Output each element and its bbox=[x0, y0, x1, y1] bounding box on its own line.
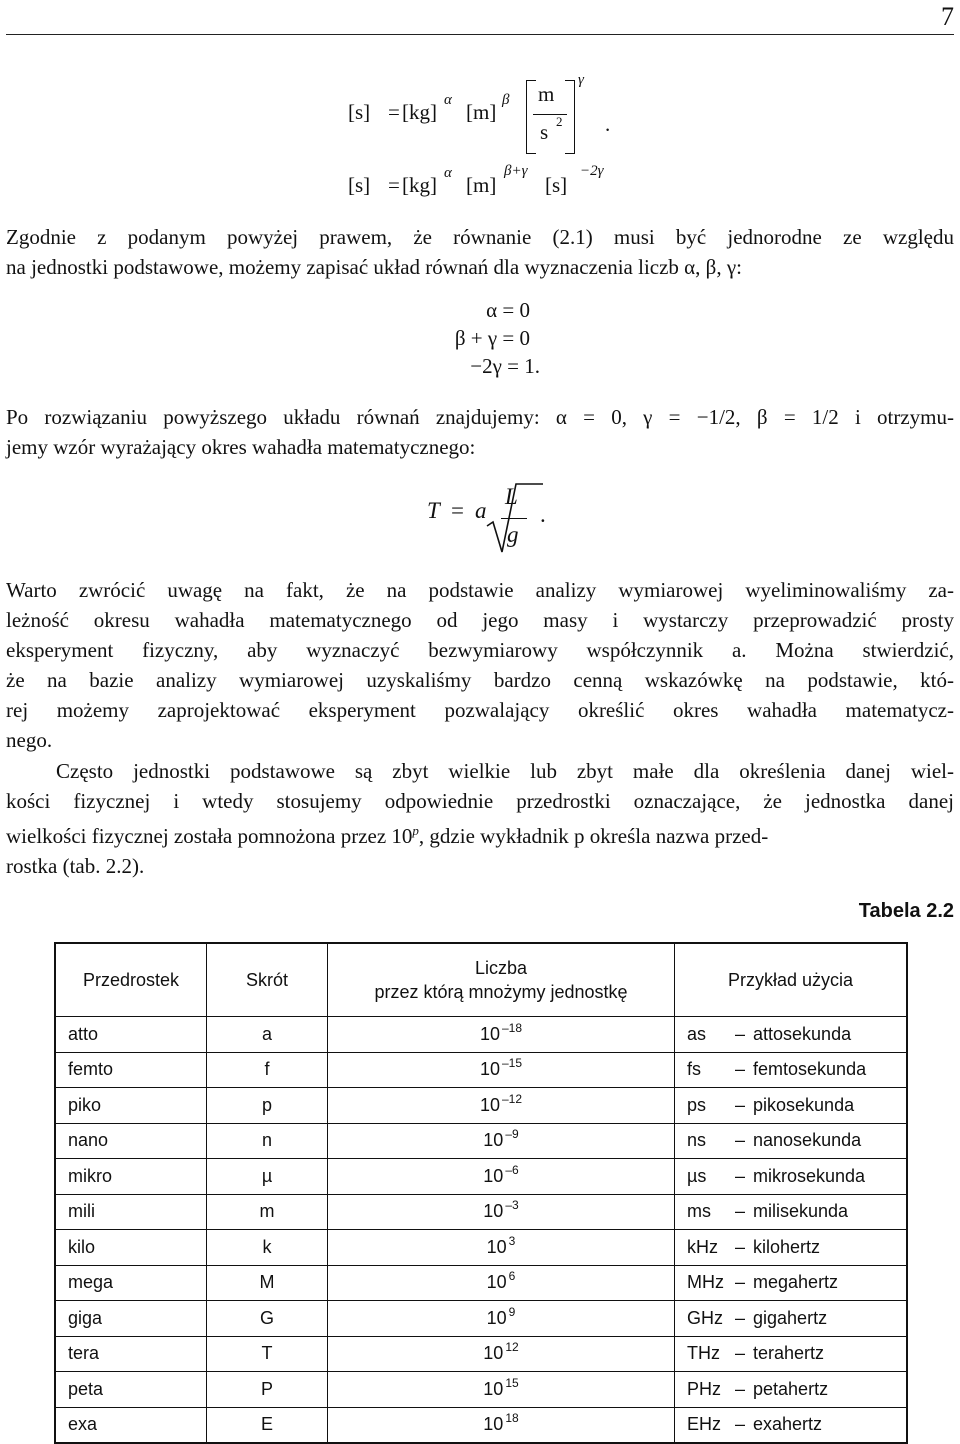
cell-multiplier bbox=[328, 1194, 675, 1230]
multiplier-base: 10 bbox=[479, 1023, 500, 1044]
cell-abbreviation: p bbox=[207, 1088, 328, 1124]
eq1-dot: . bbox=[605, 112, 611, 136]
multiplier-exponent: –15 bbox=[502, 1056, 523, 1071]
example-unit: THz bbox=[687, 1343, 720, 1364]
table-row bbox=[55, 1265, 907, 1301]
multiplier-base: 10 bbox=[483, 1165, 504, 1186]
multiplier-base: 10 bbox=[483, 1130, 504, 1151]
multiplier-exponent: –6 bbox=[505, 1162, 519, 1177]
cell-abbreviation: n bbox=[207, 1123, 328, 1159]
example-unit: µs bbox=[687, 1165, 707, 1186]
header-abbreviation: Skrót bbox=[207, 943, 328, 1017]
cell-multiplier bbox=[328, 1017, 675, 1053]
formula-equals: = bbox=[451, 498, 464, 523]
cell-prefix: nano bbox=[55, 1123, 207, 1159]
paragraph-2 bbox=[6, 402, 954, 462]
eq1-den-exponent: 2 bbox=[556, 114, 563, 129]
paragraph-3-line-2: leżność okresu wahadła matematycznego od jego masy i wystarczy przeprowadzić prosty bbox=[6, 608, 954, 632]
multiplier-base: 10 bbox=[483, 1378, 504, 1399]
eq1-beta: β bbox=[502, 92, 510, 108]
cell-prefix: kilo bbox=[55, 1230, 207, 1266]
eq2-kg: [kg] bbox=[402, 173, 437, 197]
example-unit: ns bbox=[687, 1130, 707, 1151]
multiplier-exponent: 6 bbox=[508, 1269, 516, 1284]
table-row bbox=[55, 1052, 907, 1088]
cell-multiplier bbox=[328, 1088, 675, 1124]
example-unit: MHz bbox=[687, 1272, 724, 1293]
paragraph-2-line-2: jemy wzór wyrażający okres wahadła matematycznego: bbox=[6, 435, 476, 459]
paragraph-3 bbox=[6, 575, 954, 755]
system-eq-1: α = 0 bbox=[486, 298, 530, 322]
paragraph-1-line-2: na jednostki podstawowe, możemy zapisać układ równań dla wyznaczenia liczb α, β, γ: bbox=[6, 255, 742, 279]
eq1-s: [s] bbox=[348, 100, 371, 124]
cell-abbreviation: a bbox=[207, 1017, 328, 1053]
formula-denominator: g bbox=[507, 522, 519, 547]
cell-example bbox=[675, 1194, 908, 1230]
eq1-m: [m] bbox=[466, 100, 497, 124]
cell-example bbox=[675, 1372, 908, 1408]
cell-example bbox=[675, 1301, 908, 1337]
multiplier-exponent: –12 bbox=[502, 1091, 523, 1106]
multiplier-exponent: 15 bbox=[505, 1375, 519, 1390]
cell-prefix: piko bbox=[55, 1088, 207, 1124]
example-dash: – bbox=[735, 1414, 746, 1435]
page-number: 7 bbox=[941, 2, 954, 31]
example-dash: – bbox=[735, 1059, 746, 1080]
multiplier-base: 10 bbox=[486, 1307, 507, 1328]
paragraph-3-line-5: rej możemy zaprojektować eksperyment pozwalający określić okres wahadła matematycz- bbox=[6, 698, 954, 722]
paragraph-3-line-3: eksperyment fizyczny, aby wyznaczyć bezwymiarowy współczynnik a. Można stwierdzić, bbox=[6, 638, 954, 662]
multiplier-base: 10 bbox=[483, 1201, 504, 1222]
cell-prefix: tera bbox=[55, 1336, 207, 1372]
cell-multiplier bbox=[328, 1372, 675, 1408]
cell-example bbox=[675, 1265, 908, 1301]
header-multiplier bbox=[328, 943, 675, 1017]
header-rule bbox=[6, 34, 954, 35]
cell-example bbox=[675, 1088, 908, 1124]
cell-multiplier bbox=[328, 1407, 675, 1443]
multiplier-exponent: 3 bbox=[508, 1233, 516, 1248]
example-dash: – bbox=[735, 1378, 746, 1399]
header-multiplier-line-1: Liczba bbox=[474, 958, 528, 978]
eq2-s-second: [s] bbox=[545, 173, 568, 197]
cell-prefix: giga bbox=[55, 1301, 207, 1337]
multiplier-base: 10 bbox=[483, 1414, 504, 1435]
paragraph-2-line-1: Po rozwiązaniu powyższego układu równań znajdujemy: α = 0, γ = −1/2, β = 1/2 i otrzymu- bbox=[6, 405, 954, 429]
cell-multiplier bbox=[328, 1052, 675, 1088]
cell-example bbox=[675, 1407, 908, 1443]
eq1-kg: [kg] bbox=[402, 100, 437, 124]
table-row bbox=[55, 1407, 907, 1443]
example-dash: – bbox=[735, 1023, 746, 1044]
system-eq-3: −2γ = 1. bbox=[470, 354, 540, 378]
cell-multiplier bbox=[328, 1159, 675, 1195]
header-multiplier-line-2: przez którą mnożymy jednostkę bbox=[374, 982, 628, 1002]
header-example: Przykład użycia bbox=[675, 943, 908, 1017]
multiplier-exponent: –9 bbox=[505, 1127, 519, 1142]
multiplier-base: 10 bbox=[479, 1094, 500, 1115]
table-row bbox=[55, 1301, 907, 1337]
table-header-row bbox=[55, 943, 907, 1017]
cell-prefix: peta bbox=[55, 1372, 207, 1408]
cell-abbreviation: G bbox=[207, 1301, 328, 1337]
example-name: gigahertz bbox=[753, 1307, 828, 1328]
cell-abbreviation: P bbox=[207, 1372, 328, 1408]
cell-prefix: mikro bbox=[55, 1159, 207, 1195]
example-unit: fs bbox=[687, 1059, 702, 1080]
paragraph-3-line-4: że na bazie analizy wymiarowej uzyskaliśmy bardzo cenną wskazówkę na podstawie, któ- bbox=[6, 668, 954, 692]
cell-prefix: exa bbox=[55, 1407, 207, 1443]
multiplier-exponent: –3 bbox=[505, 1198, 519, 1213]
paragraph-1 bbox=[6, 222, 954, 282]
example-name: pikosekunda bbox=[753, 1094, 855, 1115]
paragraph-4-line-1: Często jednostki podstawowe są zbyt wielkie lub zbyt małe dla określenia danej wiel- bbox=[56, 759, 954, 783]
prefix-table bbox=[54, 942, 908, 1444]
cell-prefix: mili bbox=[55, 1194, 207, 1230]
eq1-right-bracket bbox=[565, 80, 575, 154]
table-body bbox=[55, 1017, 907, 1444]
example-unit: ms bbox=[687, 1201, 711, 1222]
example-dash: – bbox=[735, 1094, 746, 1115]
eq2-minus-2gamma: −2γ bbox=[580, 163, 604, 179]
table-row bbox=[55, 1159, 907, 1195]
cell-example bbox=[675, 1336, 908, 1372]
paragraph-4-line-3-end: , gdzie wykładnik p określa nazwa przed- bbox=[418, 824, 769, 848]
paragraph-3-line-6: nego. bbox=[6, 728, 53, 752]
example-dash: – bbox=[735, 1307, 746, 1328]
multiplier-base: 10 bbox=[486, 1236, 507, 1257]
formula-dot: . bbox=[540, 502, 546, 527]
example-name: milisekunda bbox=[753, 1201, 849, 1222]
example-name: nanosekunda bbox=[753, 1130, 862, 1151]
paragraph-4-line-3 bbox=[6, 816, 954, 851]
cell-example bbox=[675, 1052, 908, 1088]
eq1-denominator: s bbox=[540, 120, 549, 144]
table-row bbox=[55, 1336, 907, 1372]
cell-prefix: femto bbox=[55, 1052, 207, 1088]
cell-abbreviation: T bbox=[207, 1336, 328, 1372]
cell-abbreviation: µ bbox=[207, 1159, 328, 1195]
example-unit: EHz bbox=[687, 1414, 722, 1435]
eq2-equals: = bbox=[388, 173, 400, 197]
multiplier-base: 10 bbox=[486, 1272, 507, 1293]
example-dash: – bbox=[735, 1343, 746, 1364]
cell-example bbox=[675, 1159, 908, 1195]
example-name: megahertz bbox=[753, 1272, 839, 1293]
multiplier-exponent: 9 bbox=[508, 1304, 516, 1319]
example-dash: – bbox=[735, 1272, 746, 1293]
table-row bbox=[55, 1194, 907, 1230]
header-prefix: Przedrostek bbox=[55, 943, 207, 1017]
example-unit: PHz bbox=[687, 1378, 722, 1399]
paragraph-3-line-1: Warto zwrócić uwagę na fakt, że na podstawie analizy wymiarowej wyeliminowaliśmy za- bbox=[6, 578, 954, 602]
table-row bbox=[55, 1017, 907, 1053]
formula-fraction-bar bbox=[501, 518, 527, 519]
example-dash: – bbox=[735, 1201, 746, 1222]
formula-a: a bbox=[475, 498, 487, 523]
example-unit: kHz bbox=[687, 1236, 718, 1257]
table-caption: Tabela 2.2 bbox=[858, 900, 954, 922]
eq1-numerator: m bbox=[538, 82, 555, 106]
example-name: attosekunda bbox=[753, 1023, 852, 1044]
multiplier-base: 10 bbox=[479, 1059, 500, 1080]
cell-multiplier bbox=[328, 1265, 675, 1301]
paragraph-4 bbox=[6, 756, 954, 881]
example-name: kilohertz bbox=[753, 1236, 821, 1257]
example-dash: – bbox=[735, 1130, 746, 1151]
cell-multiplier bbox=[328, 1123, 675, 1159]
multiplier-exponent: –18 bbox=[502, 1020, 523, 1035]
multiplier-exponent: 18 bbox=[505, 1411, 519, 1426]
example-name: mikrosekunda bbox=[753, 1165, 866, 1186]
formula-numerator: L bbox=[505, 484, 518, 509]
example-name: petahertz bbox=[753, 1378, 829, 1399]
eq1-equals: = bbox=[388, 100, 400, 124]
cell-example bbox=[675, 1017, 908, 1053]
equation-system bbox=[420, 296, 540, 380]
example-unit: ps bbox=[687, 1094, 707, 1115]
multiplier-exponent: 12 bbox=[505, 1340, 519, 1355]
eq2-alpha: α bbox=[444, 165, 452, 181]
example-dash: – bbox=[735, 1236, 746, 1257]
eq1-alpha: α bbox=[444, 92, 452, 108]
table-row bbox=[55, 1230, 907, 1266]
table-row bbox=[55, 1123, 907, 1159]
paragraph-4-line-3-start: wielkości fizycznej została pomnożona przez 10 bbox=[6, 824, 413, 848]
cell-abbreviation: k bbox=[207, 1230, 328, 1266]
cell-abbreviation: m bbox=[207, 1194, 328, 1230]
eq2-s: [s] bbox=[348, 173, 371, 197]
cell-multiplier bbox=[328, 1336, 675, 1372]
cell-example bbox=[675, 1230, 908, 1266]
formula-T: T bbox=[427, 498, 440, 523]
eq2-m: [m] bbox=[466, 173, 497, 197]
power-exponent-p: p bbox=[412, 823, 419, 838]
table-row bbox=[55, 1088, 907, 1124]
cell-example bbox=[675, 1123, 908, 1159]
eq2-beta-gamma: β+γ bbox=[504, 163, 528, 179]
system-eq-2: β + γ = 0 bbox=[454, 326, 530, 350]
eq1-left-bracket bbox=[526, 80, 536, 154]
cell-abbreviation: M bbox=[207, 1265, 328, 1301]
example-name: exahertz bbox=[753, 1414, 823, 1435]
example-unit: as bbox=[687, 1023, 707, 1044]
paragraph-4-line-2: kości fizycznej i wtedy stosujemy odpowiednie przedrostki oznaczające, że jednostka danej bbox=[6, 789, 954, 813]
paragraph-1-line-1: Zgodnie z podanym powyżej prawem, że równanie (2.1) musi być jednorodne ze względu bbox=[6, 225, 954, 249]
period-formula bbox=[427, 480, 567, 560]
cell-abbreviation: E bbox=[207, 1407, 328, 1443]
cell-multiplier bbox=[328, 1301, 675, 1337]
example-dash: – bbox=[735, 1165, 746, 1186]
cell-multiplier bbox=[328, 1230, 675, 1266]
cell-abbreviation: f bbox=[207, 1052, 328, 1088]
cell-prefix: mega bbox=[55, 1265, 207, 1301]
example-name: terahertz bbox=[753, 1343, 825, 1364]
cell-prefix: atto bbox=[55, 1017, 207, 1053]
eq1-gamma: γ bbox=[578, 72, 584, 88]
example-unit: GHz bbox=[687, 1307, 723, 1328]
example-name: femtosekunda bbox=[753, 1059, 867, 1080]
table-row bbox=[55, 1372, 907, 1408]
multiplier-base: 10 bbox=[483, 1343, 504, 1364]
paragraph-4-line-4: rostka (tab. 2.2). bbox=[6, 854, 145, 878]
